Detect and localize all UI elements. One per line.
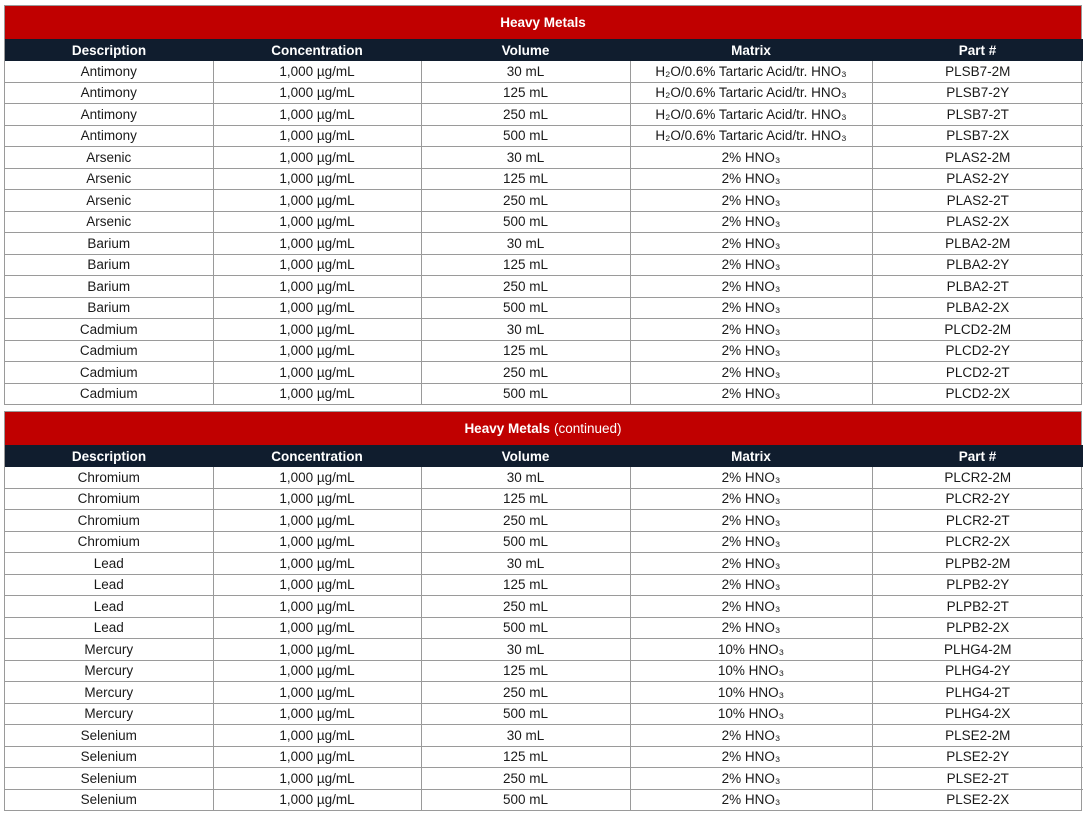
cell-volume: 30 mL xyxy=(421,319,630,341)
cell-part-number: PLCD2-2M xyxy=(872,319,1083,341)
cell-volume: 250 mL xyxy=(421,362,630,384)
cell-concentration: 1,000 µg/mL xyxy=(213,147,421,169)
cell-part-number: PLBA2-2T xyxy=(872,276,1083,298)
cell-part-number: PLPB2-2T xyxy=(872,596,1083,618)
cell-description: Mercury xyxy=(5,660,213,682)
cell-matrix: 2% HNO₃ xyxy=(630,383,872,404)
cell-description: Antimony xyxy=(5,104,213,126)
cell-description: Barium xyxy=(5,276,213,298)
table-row xyxy=(5,596,1083,618)
cell-matrix: 2% HNO₃ xyxy=(630,510,872,532)
cell-part-number: PLAS2-2M xyxy=(872,147,1083,169)
cell-matrix: H₂O/0.6% Tartaric Acid/tr. HNO₃ xyxy=(630,82,872,104)
cell-description: Barium xyxy=(5,254,213,276)
cell-description: Chromium xyxy=(5,531,213,553)
cell-volume: 250 mL xyxy=(421,510,630,532)
cell-volume: 125 mL xyxy=(421,660,630,682)
column-header-description: Description xyxy=(71,448,147,464)
cell-concentration: 1,000 µg/mL xyxy=(213,340,421,362)
cell-concentration: 1,000 µg/mL xyxy=(213,553,421,575)
cell-concentration: 1,000 µg/mL xyxy=(213,531,421,553)
cell-part-number: PLAS2-2Y xyxy=(872,168,1083,190)
table-row xyxy=(5,383,1083,404)
cell-volume: 250 mL xyxy=(421,104,630,126)
cell-volume: 250 mL xyxy=(421,682,630,704)
cell-matrix: 2% HNO₃ xyxy=(630,297,872,319)
cell-part-number: PLSE2-2T xyxy=(872,768,1083,790)
cell-matrix: 2% HNO₃ xyxy=(630,574,872,596)
cell-part-number: PLBA2-2X xyxy=(872,297,1083,319)
cell-concentration: 1,000 µg/mL xyxy=(213,362,421,384)
cell-description: Selenium xyxy=(5,768,213,790)
cell-matrix: 2% HNO₃ xyxy=(630,746,872,768)
column-header-part-number: Part # xyxy=(958,448,997,464)
table-row xyxy=(5,639,1083,661)
cell-description: Antimony xyxy=(5,61,213,82)
table-title-bar xyxy=(5,412,1081,445)
table-row xyxy=(5,488,1083,510)
table-row xyxy=(5,276,1083,298)
cell-matrix: 2% HNO₃ xyxy=(630,168,872,190)
cell-matrix: 10% HNO₃ xyxy=(630,639,872,661)
cell-part-number: PLSE2-2X xyxy=(872,789,1083,810)
cell-matrix: 10% HNO₃ xyxy=(630,703,872,725)
table-row xyxy=(5,746,1083,768)
cell-volume: 30 mL xyxy=(421,147,630,169)
cell-description: Chromium xyxy=(5,488,213,510)
cell-description: Arsenic xyxy=(5,147,213,169)
column-header-matrix: Matrix xyxy=(731,42,771,58)
cell-part-number: PLHG4-2M xyxy=(872,639,1083,661)
cell-matrix: 2% HNO₃ xyxy=(630,725,872,747)
cell-description: Antimony xyxy=(5,82,213,104)
cell-part-number: PLBA2-2M xyxy=(872,233,1083,255)
cell-concentration: 1,000 µg/mL xyxy=(213,789,421,810)
cell-matrix: 2% HNO₃ xyxy=(630,596,872,618)
cell-volume: 125 mL xyxy=(421,488,630,510)
product-table xyxy=(5,445,1083,810)
cell-description: Antimony xyxy=(5,125,213,147)
cell-part-number: PLAS2-2T xyxy=(872,190,1083,212)
cell-concentration: 1,000 µg/mL xyxy=(213,233,421,255)
table-row xyxy=(5,617,1083,639)
table-row xyxy=(5,789,1083,810)
cell-matrix: 2% HNO₃ xyxy=(630,467,872,488)
header-row xyxy=(5,39,1083,61)
cell-part-number: PLPB2-2Y xyxy=(872,574,1083,596)
cell-concentration: 1,000 µg/mL xyxy=(213,660,421,682)
table-row xyxy=(5,703,1083,725)
cell-matrix: 2% HNO₃ xyxy=(630,553,872,575)
header-row xyxy=(5,445,1083,467)
cell-part-number: PLCR2-2M xyxy=(872,467,1083,488)
cell-description: Cadmium xyxy=(5,340,213,362)
cell-volume: 125 mL xyxy=(421,168,630,190)
cell-part-number: PLHG4-2T xyxy=(872,682,1083,704)
cell-description: Lead xyxy=(5,574,213,596)
cell-matrix: 2% HNO₃ xyxy=(630,617,872,639)
cell-matrix: 10% HNO₃ xyxy=(630,660,872,682)
cell-matrix: 2% HNO₃ xyxy=(630,340,872,362)
cell-volume: 125 mL xyxy=(421,340,630,362)
cell-concentration: 1,000 µg/mL xyxy=(213,703,421,725)
cell-part-number: PLCR2-2X xyxy=(872,531,1083,553)
table-title: Heavy Metals xyxy=(500,15,586,30)
cell-matrix: 2% HNO₃ xyxy=(630,789,872,810)
table-row xyxy=(5,190,1083,212)
table-row xyxy=(5,168,1083,190)
cell-description: Selenium xyxy=(5,746,213,768)
cell-concentration: 1,000 µg/mL xyxy=(213,125,421,147)
cell-concentration: 1,000 µg/mL xyxy=(213,211,421,233)
cell-volume: 500 mL xyxy=(421,531,630,553)
cell-description: Arsenic xyxy=(5,211,213,233)
table-row xyxy=(5,531,1083,553)
cell-concentration: 1,000 µg/mL xyxy=(213,297,421,319)
cell-volume: 30 mL xyxy=(421,61,630,82)
cell-volume: 30 mL xyxy=(421,467,630,488)
cell-part-number: PLAS2-2X xyxy=(872,211,1083,233)
column-header-volume: Volume xyxy=(501,448,550,464)
table-body xyxy=(5,61,1083,404)
column-header-volume: Volume xyxy=(501,42,550,58)
cell-part-number: PLSB7-2X xyxy=(872,125,1083,147)
cell-part-number: PLPB2-2M xyxy=(872,553,1083,575)
product-table xyxy=(5,39,1083,404)
cell-description: Arsenic xyxy=(5,190,213,212)
cell-part-number: PLSE2-2Y xyxy=(872,746,1083,768)
table-row xyxy=(5,125,1083,147)
table-row xyxy=(5,362,1083,384)
table-row xyxy=(5,61,1083,82)
cell-concentration: 1,000 µg/mL xyxy=(213,61,421,82)
cell-volume: 250 mL xyxy=(421,190,630,212)
column-header-description: Description xyxy=(71,42,147,58)
cell-part-number: PLSE2-2M xyxy=(872,725,1083,747)
cell-part-number: PLCD2-2T xyxy=(872,362,1083,384)
heavy-metals-table xyxy=(4,5,1082,405)
cell-description: Mercury xyxy=(5,703,213,725)
cell-description: Lead xyxy=(5,596,213,618)
cell-part-number: PLPB2-2X xyxy=(872,617,1083,639)
cell-matrix: H₂O/0.6% Tartaric Acid/tr. HNO₃ xyxy=(630,104,872,126)
cell-part-number: PLSB7-2Y xyxy=(872,82,1083,104)
cell-volume: 250 mL xyxy=(421,596,630,618)
cell-concentration: 1,000 µg/mL xyxy=(213,190,421,212)
cell-volume: 500 mL xyxy=(421,125,630,147)
cell-part-number: PLSB7-2T xyxy=(872,104,1083,126)
cell-part-number: PLCR2-2T xyxy=(872,510,1083,532)
cell-concentration: 1,000 µg/mL xyxy=(213,768,421,790)
cell-concentration: 1,000 µg/mL xyxy=(213,254,421,276)
cell-part-number: PLHG4-2Y xyxy=(872,660,1083,682)
cell-description: Barium xyxy=(5,297,213,319)
table-row xyxy=(5,768,1083,790)
cell-description: Selenium xyxy=(5,789,213,810)
cell-description: Lead xyxy=(5,617,213,639)
cell-description: Barium xyxy=(5,233,213,255)
table-row xyxy=(5,553,1083,575)
cell-matrix: 2% HNO₃ xyxy=(630,254,872,276)
cell-matrix: H₂O/0.6% Tartaric Acid/tr. HNO₃ xyxy=(630,125,872,147)
cell-description: Selenium xyxy=(5,725,213,747)
cell-part-number: PLCD2-2X xyxy=(872,383,1083,404)
table-row xyxy=(5,574,1083,596)
cell-volume: 30 mL xyxy=(421,233,630,255)
cell-matrix: 2% HNO₃ xyxy=(630,276,872,298)
cell-volume: 500 mL xyxy=(421,617,630,639)
cell-concentration: 1,000 µg/mL xyxy=(213,639,421,661)
cell-concentration: 1,000 µg/mL xyxy=(213,467,421,488)
cell-concentration: 1,000 µg/mL xyxy=(213,104,421,126)
cell-matrix: 2% HNO₃ xyxy=(630,147,872,169)
cell-matrix: 2% HNO₃ xyxy=(630,362,872,384)
table-body xyxy=(5,467,1083,810)
cell-concentration: 1,000 µg/mL xyxy=(213,746,421,768)
cell-concentration: 1,000 µg/mL xyxy=(213,488,421,510)
table-row xyxy=(5,660,1083,682)
column-header-concentration: Concentration xyxy=(271,42,363,58)
cell-matrix: 2% HNO₃ xyxy=(630,319,872,341)
cell-matrix: 2% HNO₃ xyxy=(630,531,872,553)
cell-matrix: 2% HNO₃ xyxy=(630,211,872,233)
cell-volume: 500 mL xyxy=(421,211,630,233)
table-row xyxy=(5,510,1083,532)
cell-concentration: 1,000 µg/mL xyxy=(213,617,421,639)
cell-volume: 125 mL xyxy=(421,82,630,104)
cell-description: Mercury xyxy=(5,639,213,661)
cell-concentration: 1,000 µg/mL xyxy=(213,276,421,298)
heavy-metals-continued-table xyxy=(4,411,1082,811)
cell-description: Chromium xyxy=(5,467,213,488)
cell-matrix: 2% HNO₃ xyxy=(630,190,872,212)
cell-matrix: H₂O/0.6% Tartaric Acid/tr. HNO₃ xyxy=(630,61,872,82)
cell-volume: 125 mL xyxy=(421,254,630,276)
cell-volume: 500 mL xyxy=(421,789,630,810)
column-header-concentration: Concentration xyxy=(271,448,363,464)
cell-part-number: PLBA2-2Y xyxy=(872,254,1083,276)
cell-concentration: 1,000 µg/mL xyxy=(213,82,421,104)
cell-volume: 125 mL xyxy=(421,574,630,596)
table-row xyxy=(5,147,1083,169)
cell-part-number: PLSB7-2M xyxy=(872,61,1083,82)
cell-volume: 125 mL xyxy=(421,746,630,768)
table-title-suffix: (continued) xyxy=(554,421,622,436)
cell-volume: 250 mL xyxy=(421,768,630,790)
table-row xyxy=(5,233,1083,255)
cell-description: Chromium xyxy=(5,510,213,532)
cell-description: Mercury xyxy=(5,682,213,704)
table-row xyxy=(5,211,1083,233)
cell-description: Cadmium xyxy=(5,383,213,404)
table-row xyxy=(5,254,1083,276)
cell-part-number: PLCD2-2Y xyxy=(872,340,1083,362)
table-row xyxy=(5,340,1083,362)
cell-concentration: 1,000 µg/mL xyxy=(213,682,421,704)
cell-matrix: 2% HNO₃ xyxy=(630,233,872,255)
cell-description: Cadmium xyxy=(5,362,213,384)
table-title-bar xyxy=(5,6,1081,39)
table-row xyxy=(5,297,1083,319)
cell-concentration: 1,000 µg/mL xyxy=(213,319,421,341)
cell-description: Arsenic xyxy=(5,168,213,190)
table-title: Heavy Metals xyxy=(464,421,550,436)
table-row xyxy=(5,104,1083,126)
cell-concentration: 1,000 µg/mL xyxy=(213,574,421,596)
cell-concentration: 1,000 µg/mL xyxy=(213,725,421,747)
cell-volume: 30 mL xyxy=(421,725,630,747)
table-row xyxy=(5,725,1083,747)
cell-volume: 30 mL xyxy=(421,639,630,661)
cell-volume: 500 mL xyxy=(421,297,630,319)
table-row xyxy=(5,467,1083,488)
cell-concentration: 1,000 µg/mL xyxy=(213,383,421,404)
table-row xyxy=(5,682,1083,704)
cell-matrix: 2% HNO₃ xyxy=(630,488,872,510)
table-row xyxy=(5,319,1083,341)
cell-concentration: 1,000 µg/mL xyxy=(213,596,421,618)
column-header-matrix: Matrix xyxy=(731,448,771,464)
cell-volume: 30 mL xyxy=(421,553,630,575)
column-header-part-number: Part # xyxy=(958,42,997,58)
cell-description: Cadmium xyxy=(5,319,213,341)
cell-description: Lead xyxy=(5,553,213,575)
cell-part-number: PLCR2-2Y xyxy=(872,488,1083,510)
cell-concentration: 1,000 µg/mL xyxy=(213,168,421,190)
cell-concentration: 1,000 µg/mL xyxy=(213,510,421,532)
cell-matrix: 2% HNO₃ xyxy=(630,768,872,790)
cell-volume: 500 mL xyxy=(421,383,630,404)
table-row xyxy=(5,82,1083,104)
cell-volume: 500 mL xyxy=(421,703,630,725)
cell-part-number: PLHG4-2X xyxy=(872,703,1083,725)
cell-volume: 250 mL xyxy=(421,276,630,298)
cell-matrix: 10% HNO₃ xyxy=(630,682,872,704)
